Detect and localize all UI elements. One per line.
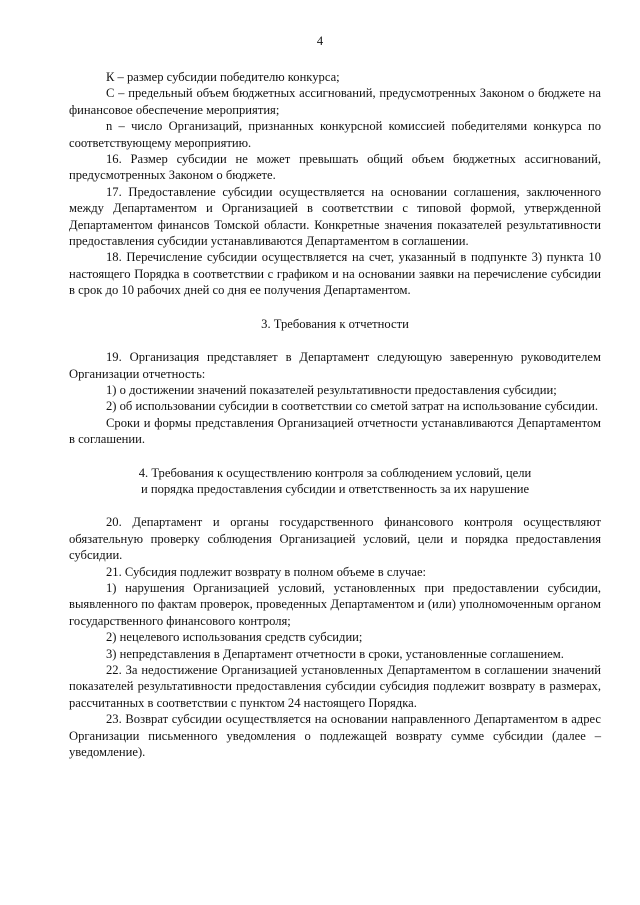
section-3-title: 3. Требования к отчетности	[261, 316, 409, 331]
paragraph-21: 21. Субсидия подлежит возврату в полном объеме в случае:	[106, 564, 427, 579]
paragraph-19-item-1: 1) о достижении значений показателей результативности предоставления субсидии;	[106, 382, 557, 397]
paragraph-21-item-2: 2) нецелевого использования средств субсидии;	[106, 630, 363, 645]
spacer	[69, 299, 601, 316]
spacer	[69, 448, 601, 465]
paragraph-reporting-terms: Сроки и формы представления Организацией отчетности устанавливаются Департаментом в соглашении.	[69, 415, 601, 447]
paragraph-16: 16. Размер субсидии не может превышать общий объем бюджетных ассигнований, предусмотренных Законом о бюджете.	[69, 152, 601, 183]
paragraph-19: 19. Организация представляет в Департамент следующую заверенную руководителем Организации отчетность:	[69, 350, 601, 381]
document-body	[69, 69, 601, 760]
paragraph-17: 17. Предоставление субсидии осуществляется на основании соглашения, заключенного между Департаментом и Организацией в соответствии с типовой формой, утвержденной Департаментом финансов Томской области. Конкретные значения показателей результативности предоставления субсидии устанавливаются Департаментом в соглашении.	[69, 184, 601, 249]
paragraph-23: 23. Возврат субсидии осуществляется на основании направленного Департаментом в адрес Организации письменного уведомления о подлежащей возврату сумме субсидии (далее – уведомление).	[69, 712, 601, 760]
paragraph-c-definition: С – предельный объем бюджетных ассигнований, предусмотренных Законом о бюджете на финансовое обеспечение мероприятия;	[69, 86, 601, 117]
paragraph-18: 18. Перечисление субсидии осуществляется на счет, указанный в подпункте 3) пункта 10 настоящего Порядка в соответствии с графиком и на основании заявки на перечисление субсидии в срок до 10 рабочих дней со дня ее получения Департаментом.	[69, 250, 601, 298]
paragraph-21-item-1: 1) нарушения Организацией условий, установленных при предоставлении субсидии, выявленного по фактам проверок, проведенных Департаментом и (или) уполномоченным органом государственного финансового контроля;	[69, 580, 601, 628]
spacer	[69, 332, 601, 349]
paragraph-n-definition: n – число Организаций, признанных конкурсной комиссией победителями конкурса по соответствующему мероприятию.	[69, 119, 601, 150]
paragraph-k-definition: К – размер субсидии победителю конкурса;	[106, 70, 340, 84]
paragraph-19-item-2: 2) об использовании субсидии в соответствии со сметой затрат на использование субсидии.	[106, 399, 599, 414]
section-4-title-line-1: 4. Требования к осуществлению контроля за соблюдением условий, цели	[138, 465, 532, 480]
spacer	[69, 497, 601, 514]
paragraph-22: 22. За недостижение Организацией установленных Департаментом в соглашении значений показателей результативности предоставления субсидии субсидия подлежит возврату в размерах, рассчитанных в соответствии с пунктом 24 настоящего Порядка.	[69, 663, 601, 710]
paragraph-20: 20. Департамент и органы государственного финансового контроля осуществляют обязательную проверку соблюдения Организацией условий, цели и порядка предоставления субсидии.	[69, 515, 601, 563]
section-4-title-line-2: и порядка предоставления субсидии и ответственность за их нарушение	[140, 481, 530, 496]
page-number: 4	[316, 34, 324, 48]
paragraph-21-item-3: 3) непредставления в Департамент отчетности в сроки, установленные соглашением.	[106, 646, 564, 661]
